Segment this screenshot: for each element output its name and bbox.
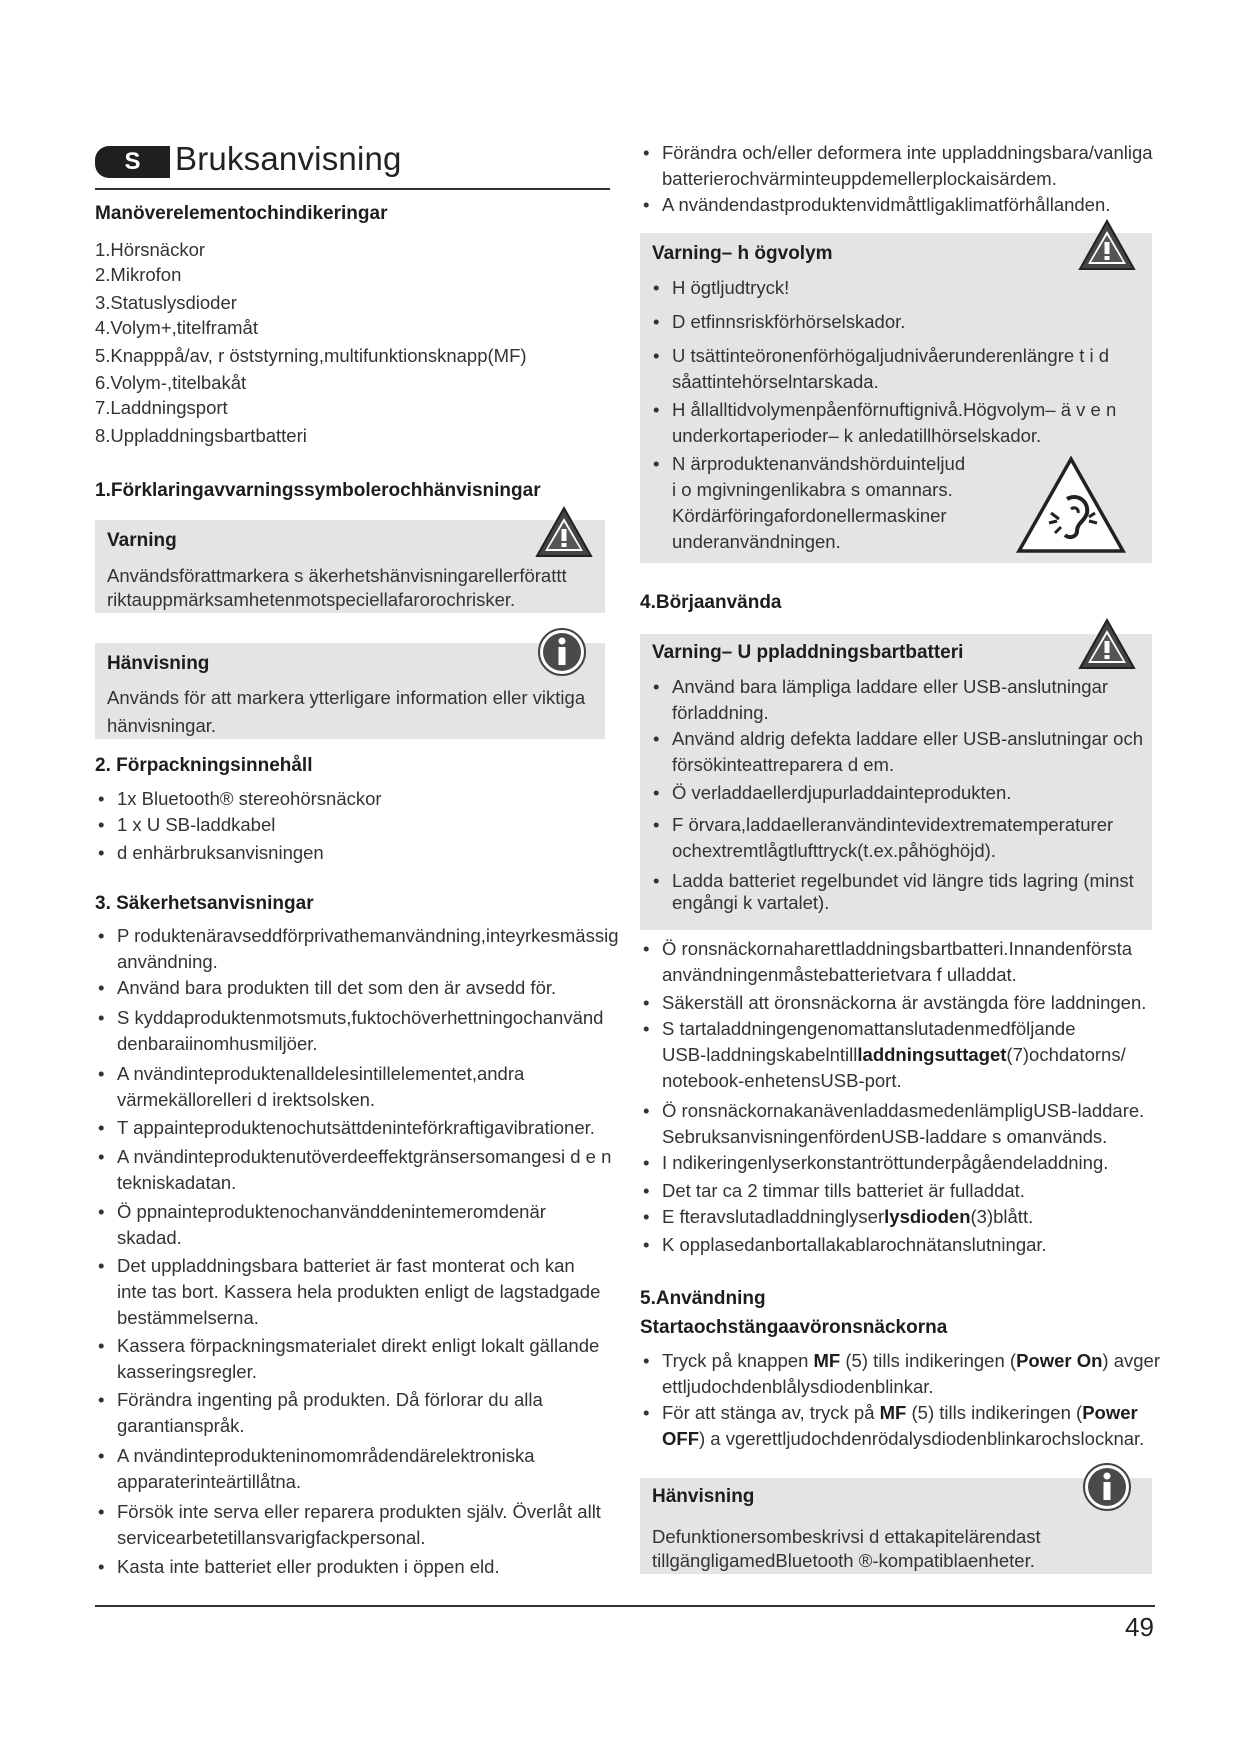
list-item: • I ndikeringenlyserkonstantröttunderpågåendeladdning. (640, 1150, 1146, 1176)
list-item: • 1 x U SB-laddkabel (95, 812, 382, 838)
list-item: • A nvändinteproduktenalldelesintillelementet,andra värmekällorelleri d irektsolsken. (95, 1061, 619, 1113)
control-item: 8.Uppladdningsbartbatteri (95, 425, 307, 446)
list-item: • P roduktenäravseddförprivathemanvändning,inteyrkesmässig användning. (95, 923, 619, 975)
controls-heading: Manöverelementochindikeringar (95, 203, 388, 224)
note-text: hänvisningar. (107, 715, 217, 736)
page-title: Bruksanvisning (175, 140, 402, 177)
control-item: 6.Volym-,titelbakåt (95, 372, 247, 393)
list-item: • Försök inte serva eller reparera produkten själv. Överlåt allt servicearbetetillansvarigfackpersonal. (95, 1499, 619, 1551)
warning-triangle-icon (535, 506, 593, 558)
list-item: • D etfinnsriskförhörselskador. (650, 309, 1116, 335)
list-item: • Ö verladdaellerdjupurladdainteprodukten. (650, 780, 1143, 806)
note-text: Defunktionersombeskrivsi d ettakapitelärendast (652, 1526, 1041, 1547)
list-item: • För att stänga av, tryck på MF (5) tills indikeringen (Power OFF) a vgerettljudochdenrödalysdiodenblinkarochslocknar. (640, 1400, 1160, 1452)
list-item: • Använd aldrig defekta laddare eller USB-anslutningar och försökinteattreparera d em. (650, 726, 1143, 778)
warning-box (95, 520, 605, 613)
list-item: • Förändra ingenting på produkten. Då förlorar du alla garantianspråk. (95, 1387, 619, 1439)
list-item: • S tartaladdningengenomattanslutadenmedföljande USB-laddningskabelntillladdningsuttaget(7)ochdatorns/ notebook-enhetensUSB-port. (640, 1016, 1146, 1094)
footer-rule (95, 1605, 1155, 1607)
list-item: • Ö ronsnäckornaharettladdningsbartbatteri.Innandenförsta användningenmåstebatterietvara f ulladdat. (640, 936, 1146, 988)
list-item: • T appainteproduktenochutsättdeninteförkraftigavibrationer. (95, 1115, 619, 1141)
list-item: • F örvara,laddaelleranvändintevidextrematemperaturer ochextremtlågtlufttryck(t.ex.påhöghöjd). (650, 812, 1143, 864)
control-item: 5.Knapppå/av, r öststyrning,multifunktionsknapp(MF) (95, 345, 527, 366)
battery-warning-box (640, 634, 1152, 930)
title-rule (95, 188, 610, 190)
list-item: • Använd bara lämpliga laddare eller USB-anslutningar förladdning. (650, 674, 1143, 726)
note-box (95, 643, 605, 739)
package-list (95, 786, 382, 866)
control-item: 2.Mikrofon (95, 264, 182, 285)
warning-text: Användsförattmarkera s äkerhetshänvisningarellerförattt (107, 565, 567, 586)
language-badge: S (95, 146, 170, 178)
list-item: • A nvändendastproduktenvidmåttligaklimatförhållanden. (640, 192, 1153, 218)
note-text: tillgängligamedBluetooth ®-kompatiblaenheter. (652, 1550, 1035, 1571)
list-item: • Ö ronsnäckornakanävenladdasmedenlämpligUSB-laddare. SebruksanvisningenfördenUSB-laddare s omanvänds. (640, 1098, 1146, 1150)
list-item: • Ö ppnainteproduktenochanvänddenintemeromdenär skadad. (95, 1199, 619, 1251)
list-item: • Kasta inte batteriet eller produkten i öppen eld. (95, 1554, 619, 1580)
control-item: 3.Statuslysdioder (95, 292, 237, 313)
info-icon (537, 627, 587, 677)
control-item: 7.Laddningsport (95, 397, 228, 418)
list-item: • A nvändinteprodukteninomområdendärelektroniska apparaterinteärtillåtna. (95, 1443, 619, 1495)
control-item: 4.Volym+,titelframåt (95, 317, 258, 338)
hearing-damage-icon (1015, 455, 1127, 555)
safety-list (95, 923, 619, 1580)
list-item: • Kassera förpackningsmaterialet direkt enligt lokalt gällande kasseringsregler. (95, 1333, 619, 1385)
list-item: • Säkerställ att öronsnäckorna är avstängda före laddningen. (640, 990, 1146, 1016)
list-item: • Tryck på knappen MF (5) tills indikeringen (Power On) avger ettljudochdenblålysdiodenblinkar. (640, 1348, 1160, 1400)
warning-triangle-icon (1078, 618, 1136, 670)
list-item: • H ållalltidvolymenpåenförnuftignivå.Högvolym– ä v e n underkortaperioder– k anledatillhörselskador. (650, 397, 1116, 449)
section2-heading: 2. Förpackningsinnehåll (95, 755, 313, 776)
list-item: • Förändra och/eller deformera inte uppladdningsbara/vanliga batterierochvärminteuppdemellerplockaisärdem. (640, 140, 1153, 192)
control-item: 1.Hörsnäckor (95, 239, 206, 260)
section4-heading: 4.Börjaanvända (640, 592, 782, 613)
charging-list (640, 936, 1146, 1258)
section3-heading: 3. Säkerhetsanvisningar (95, 893, 314, 914)
list-item: • 1x Bluetooth® stereohörsnäckor (95, 786, 382, 812)
section5-heading: 5.Användning (640, 1288, 766, 1309)
section5-subheading: Startaochstängaavöronsnäckorna (640, 1317, 948, 1338)
page-number: 49 (1125, 1612, 1154, 1642)
list-item: • Det uppladdningsbara batteriet är fast monterat och kan inte tas bort. Kassera hela produkten enligt de lagstadgade bestämmelserna. (95, 1253, 619, 1331)
battery-warning-title: Varning– U ppladdningsbartbatteri (652, 642, 964, 663)
list-item: • Använd bara produkten till det som den är avsedd för. (95, 975, 619, 1001)
warning-triangle-icon (1078, 219, 1136, 271)
note-title: Hänvisning (652, 1486, 755, 1507)
note-text: Används för att markera ytterligare information eller viktiga (107, 687, 586, 708)
battery-warning-list (650, 674, 1143, 914)
list-item: • Det tar ca 2 timmar tills batteriet är fulladdat. (640, 1178, 1146, 1204)
usage-list (640, 1348, 1160, 1452)
list-item: • Ladda batteriet regelbundet vid längre tids lagring (minst engångi k vartalet). (650, 870, 1143, 914)
volume-warning-box (640, 233, 1152, 563)
right-top-list (640, 140, 1153, 218)
section1-heading: 1.Förklaringavvarningssymbolerochhänvisningar (95, 480, 541, 501)
note-title: Hänvisning (107, 653, 210, 674)
volume-warning-title: Varning– h ögvolym (652, 243, 833, 264)
list-item: • d enhärbruksanvisningen (95, 840, 382, 866)
list-item: • U tsättinteöronenförhögaljudnivåerunderenlängre t i d såattintehörselntarskada. (650, 343, 1116, 395)
note-box (640, 1478, 1152, 1574)
list-item: • E fteravslutadladdninglyserlysdioden(3)blått. (640, 1204, 1146, 1230)
list-item: • S kyddaproduktenmotsmuts,fuktochöverhettningochanvänd denbaraiinomhusmiljöer. (95, 1005, 619, 1057)
list-item: • N ärproduktenanvändshörduinteljud i o mgivningenlikabra s omannars. Kördärföringafordonellermaskiner underanvändningen. (650, 451, 1116, 555)
list-item: • A nvändinteproduktenutöverdeeffektgränsersomangesi d e n tekniskadatan. (95, 1144, 619, 1196)
warning-text: riktauppmärksamhetenmotspeciellafarorochrisker. (107, 589, 516, 610)
list-item: • K opplasedanbortallakablarochnätanslutningar. (640, 1232, 1146, 1258)
info-icon (1082, 1462, 1132, 1512)
warning-title: Varning (107, 530, 177, 551)
list-item: • H ögtljudtryck! (650, 275, 1116, 301)
